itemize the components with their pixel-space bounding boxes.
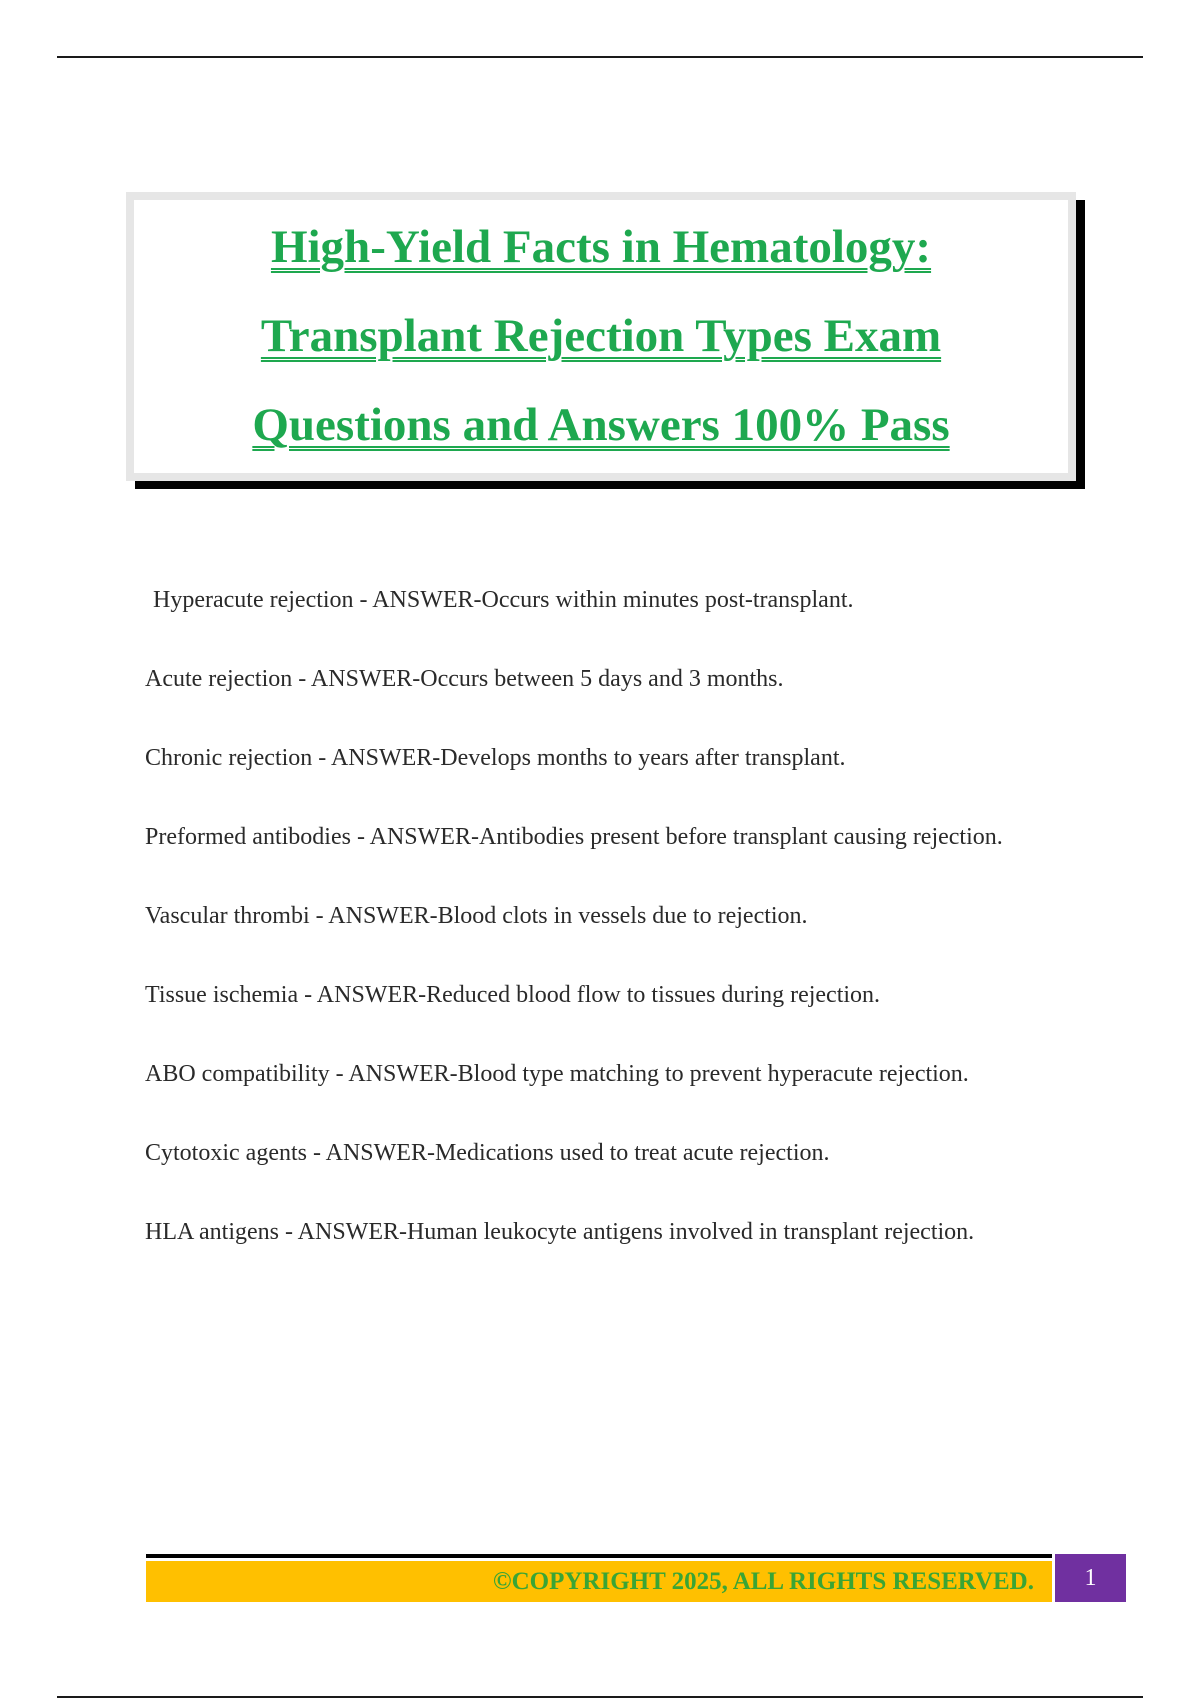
- qa-item: Acute rejection - ANSWER-Occurs between 5 days and 3 months.: [145, 666, 784, 692]
- qa-item: Vascular thrombi - ANSWER-Blood clots in vessels due to rejection.: [145, 903, 808, 929]
- qa-item: Tissue ischemia - ANSWER-Reduced blood flow to tissues during rejection.: [145, 982, 881, 1008]
- title-line-1: High-Yield Facts in Hematology:: [270, 221, 932, 273]
- title-line-2: Transplant Rejection Types Exam: [260, 310, 942, 362]
- bottom-divider: [57, 1696, 1143, 1698]
- qa-item: Cytotoxic agents - ANSWER-Medications used to treat acute rejection.: [145, 1140, 830, 1166]
- title-box: [126, 192, 1076, 481]
- footer-band: [146, 1561, 1052, 1602]
- qa-item: Chronic rejection - ANSWER-Develops months to years after transplant.: [145, 745, 846, 771]
- qa-item: ABO compatibility - ANSWER-Blood type matching to prevent hyperacute rejection.: [145, 1061, 969, 1087]
- top-divider: [57, 56, 1143, 58]
- copyright-text: ©COPYRIGHT 2025, ALL RIGHTS RESERVED.: [492, 1567, 1034, 1595]
- page-number: 1: [1055, 1554, 1126, 1602]
- qa-list: [145, 568, 1045, 1279]
- qa-item: Hyperacute rejection - ANSWER-Occurs within minutes post-transplant.: [153, 587, 854, 613]
- title-line-3: Questions and Answers 100% Pass: [252, 399, 950, 451]
- qa-item: Preformed antibodies - ANSWER-Antibodies present before transplant causing rejection.: [145, 824, 1003, 850]
- footer-divider: [146, 1554, 1052, 1558]
- qa-item: HLA antigens - ANSWER-Human leukocyte antigens involved in transplant rejection.: [145, 1219, 975, 1245]
